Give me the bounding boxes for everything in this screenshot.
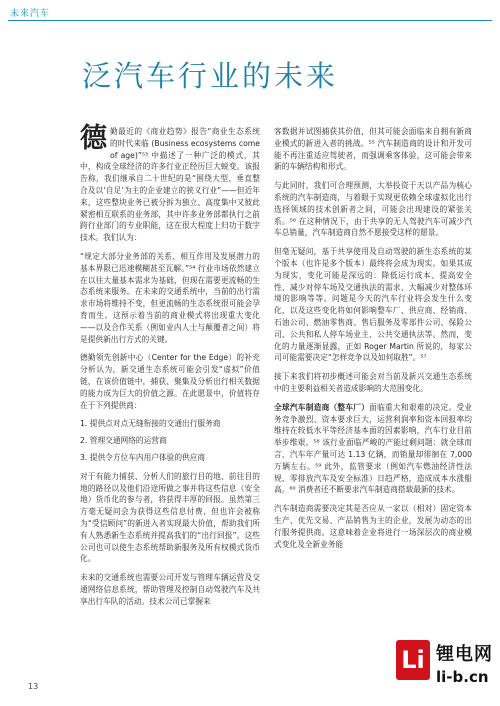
- logo-url: li-b.cn: [436, 668, 489, 686]
- page-number: 13: [28, 682, 39, 691]
- paragraph-text: 面临重大和艰难的决定。受业务竞争激烈、资本要求巨大，运营利润率和资本回报率均维持在较低水平等经济基本面的因素影响，汽车行业目前举步维艰。⁵⁸ 该行业面临严峻的产能过剩问题：就全球而言，汽车年产量可达 1.13 亿辆，而销量却徘徊在 7,000 万辆左右。⁵⁹ 此外，监管要求（例如汽车燃油经济性法规、零排放汽车及安全标准）日趋严格，造成成本水涨船高。⁶⁰ 消费者还不断要求汽车制造商搭载最新的技术。: [274, 402, 472, 495]
- intro-paragraph: [80, 123, 260, 244]
- paragraph: “规定大部分业务部的关系、相互作用及发展潜力的基本界限已迅速模糊甚至瓦解。”⁵⁴ 行业市场依然建立在以往大量基本需求为基础，但现在需要更流畅的生态系统来服务。在未来的交通系统中，当前的出行需求市场将维持不变，但更流畅的生态系统很可能会孕育而生。这预示着当前的商业模式将出现重大变化——以及合作关系（例如业内人士与颠覆者之间）将是提供新出行方式的关键。: [80, 251, 260, 344]
- page-title: 泛汽车行业的未来: [82, 59, 339, 93]
- paragraph: 与此同时，我们可合理预测，大举投资于天以产品为核心系统的汽车制造商，与着眼于实现更依赖全球虚拟化出行选择领域的技术创新者之间，可能会出现建设的紧张关系。⁵⁶ 在这种情况下，由于共享的无人驾驶汽车可减少汽车总销量，汽车制造商自然不愿接受这样的愿景。: [274, 181, 472, 238]
- paragraph: 接下来我们将初步概述可能会对当前及新兴交通生态系统中的主要利益相关者造成影响的大范围变化。: [274, 372, 472, 393]
- left-column: [80, 123, 260, 607]
- logo-name: 锂电网: [436, 644, 493, 665]
- paragraph: 汽车制造商需要决定其是否应从一家以（相对）固定资本生产、优先交易、产品销售为主的企业，发展为动态的出行服务提供商。这意味着企业将进行一场深层次的商业模式变化及全新业务能: [274, 504, 472, 549]
- list-item: 3. 提供令方位车内用户体验的供应商: [80, 452, 206, 462]
- subheading: 全球汽车制造商（整车厂）: [274, 402, 370, 412]
- header-divider: [8, 20, 492, 21]
- paragraph: 未来的交通系统也需要公司开发与管理车辆运营及交通网络信息系统，帮助管理及控制自动驾驶汽车及共享出行车队的活动。技术公司已掌握来: [80, 573, 260, 606]
- paragraph: 德勤领先创新中心（Center for the Edge）的补充分析认为，新交通生态系统可能会引发“虚拟”价值链，在该价值链中，捕获、聚集及分析出行相关数据的能力成为巨大的价值之源。在此愿景中，价值将存在于下列提供商：: [80, 353, 260, 410]
- watermark-logo: [396, 632, 496, 696]
- drop-cap: 德: [80, 123, 107, 154]
- list-item: 1. 提供点对点无缝衔接的交通出行服务商: [80, 419, 221, 429]
- logo-mark-icon: Li: [396, 640, 430, 680]
- paragraph: 但毫无疑问，基于共享使用及自动驾驶的新生态系统的某个版本（也许是多个版本）最终将会成为现实。如果其成为现实，变化可能是深远的：降低运行成本、提高安全性、减少对停车场及交通执法的需求、大幅减少对整体环境的影响等等。问题是今天的汽车行业将会发生什么变化，以及这些变化将如何影响整车厂、供应商、经销商、石油公司、燃油零售商、售后服务及零部件公司、保险公司、公共和私人停车场业主、公共交通执法等。然而，变化的力量逐渐显露，正如 Roger Martin 所说的，每家公司可能需要决定“怎样竞争以及如何取胜”。⁵⁷: [274, 247, 472, 363]
- intro-text: 勤最近的《商业趋势》报告“商业生态系统的时代来临 (Business ecosystems come of age)”⁵³ 中描述了一种广泛的模式，其中，构成全球经济的许多行业正经历巨大蜕变。该报告称，我们继承自二十世纪的是“围绕大型、垂直整合及以‘自足’为主的企业建立的狭义行业”——但近年来，这些整块业务已被分拆为独立、高度集中又彼此紧密相互联系的业务部，其中许多业务部都执行之前跨行业部门的专业职能，这在很大程度上归功于数字技术。我们认为：: [80, 127, 260, 243]
- paragraph: 客数据并试图捕获其价值，但其可能会面临来自拥有新商业模式的新进入者的挑战。⁵⁵ 汽车制造商的设计和开发可能不再注重适应驾驶者，而强调乘客体验，这可能会带来新的车辆结构和形式。: [274, 127, 472, 172]
- paragraph: [274, 402, 472, 496]
- section-label: 未来汽车: [10, 9, 51, 19]
- right-column: [274, 126, 472, 550]
- paragraph: 对于有能力捕获、分析人们的旅行目的地、前往目的地的路径以及他们沿途所做之事并将这些信息（安全地）货币化的参与者，将获得丰厚的回报。虽然第三方毫无疑问会为获得这些信息付费，但也许会被称为“受信顾问”的新进入者实现最大价值，帮助我们所有人熟悉新生态系统并提高我们的“出行回报”。这些公司也可以使生态系统帮助新服务及所有权模式货币化。: [80, 471, 260, 564]
- list-item: 2. 管理交通网络的运营商: [80, 436, 167, 446]
